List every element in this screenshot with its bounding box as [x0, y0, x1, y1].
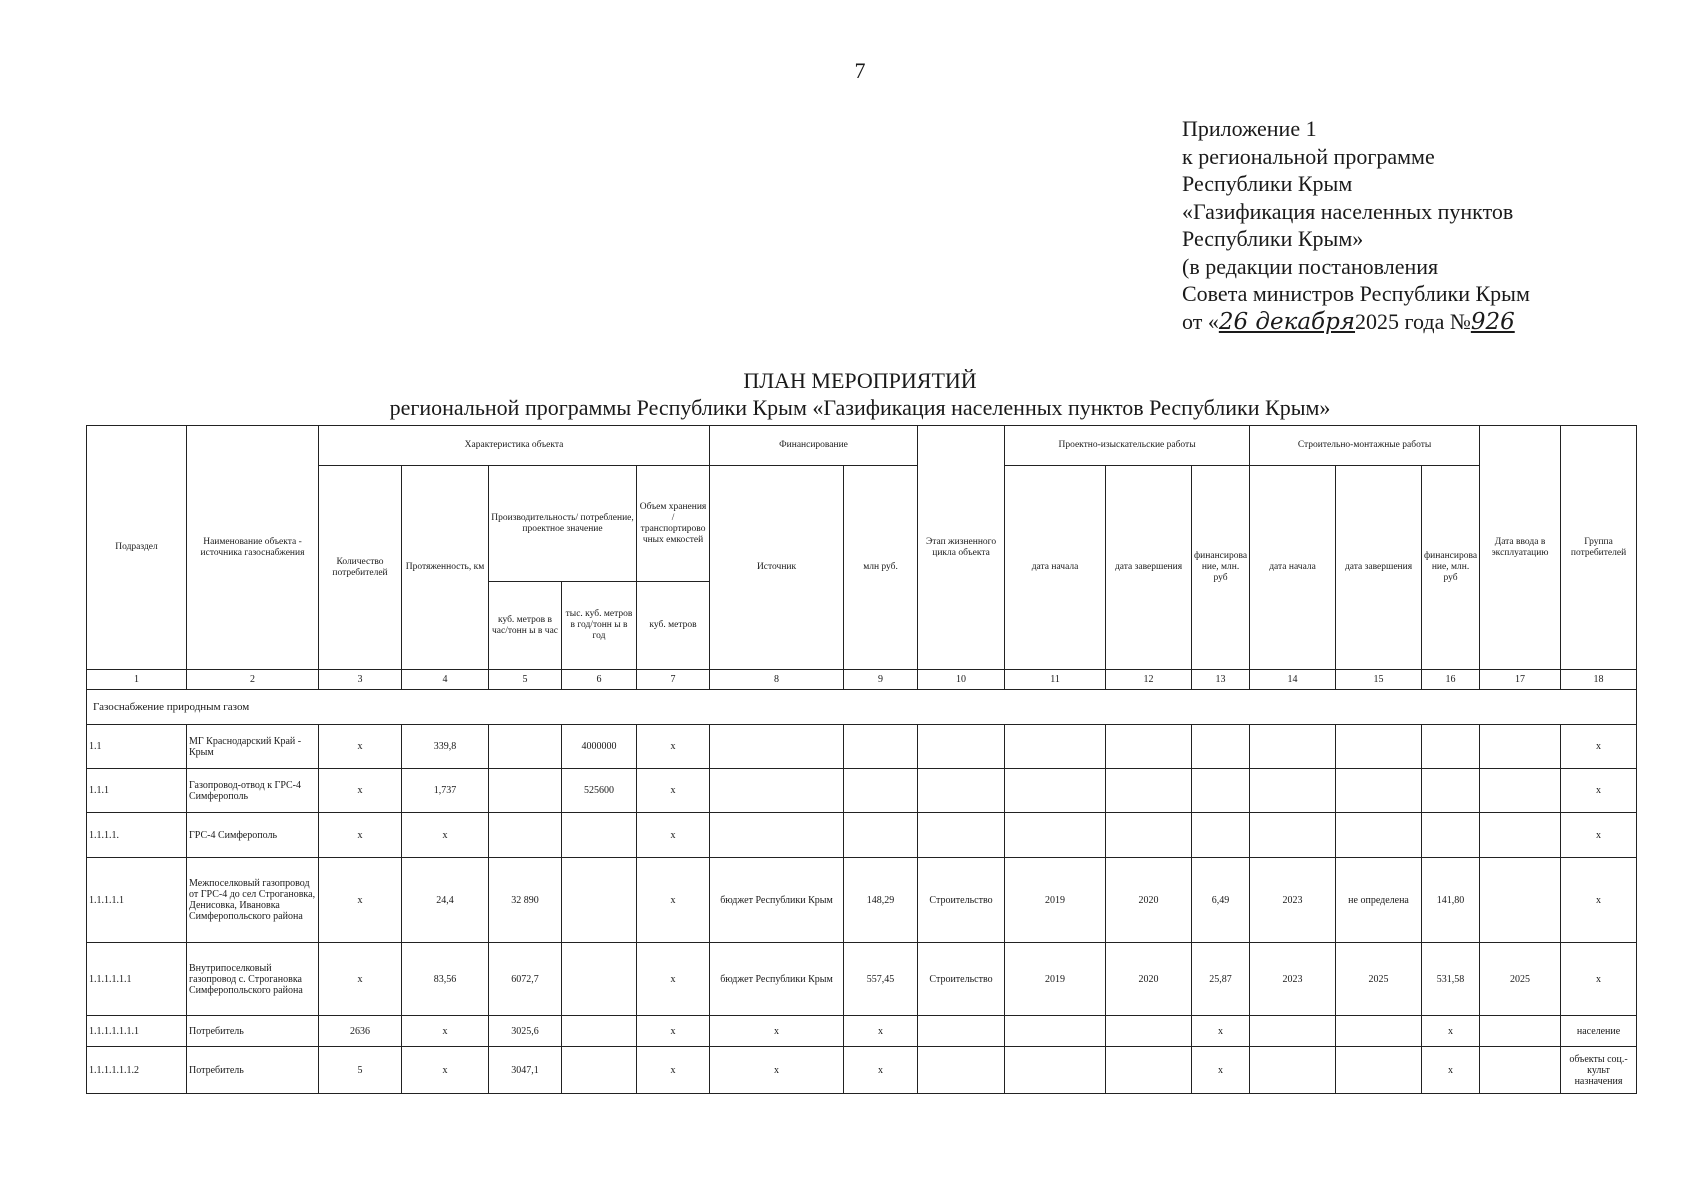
table-row — [87, 943, 1637, 1016]
column-number: 4 — [402, 670, 489, 690]
table-cell — [1106, 813, 1192, 858]
table-cell — [562, 1016, 637, 1047]
table-cell — [710, 813, 844, 858]
table-cell: 557,45 — [844, 943, 918, 1016]
table-cell: 525600 — [562, 769, 637, 813]
table-cell: х — [319, 725, 402, 769]
column-number: 6 — [562, 670, 637, 690]
table-cell: х — [402, 813, 489, 858]
table-cell: 2023 — [1250, 858, 1336, 943]
table-cell — [918, 1016, 1005, 1047]
table-cell: х — [402, 1047, 489, 1094]
table-cell — [1336, 769, 1422, 813]
column-number: 13 — [1192, 670, 1250, 690]
header-construction-date-start: дата начала — [1250, 466, 1336, 670]
table-cell — [844, 813, 918, 858]
header-source: Источник — [710, 466, 844, 670]
appendix-block — [1182, 115, 1530, 336]
plan-title-main: ПЛАН МЕРОПРИЯТИЙ — [743, 368, 977, 393]
header-construction-works: Строительно-монтажные работы — [1250, 426, 1480, 466]
appendix-date-line — [1182, 308, 1530, 337]
table-cell: х — [637, 813, 710, 858]
column-number: 10 — [918, 670, 1005, 690]
table-cell: х — [637, 725, 710, 769]
table-cell — [1250, 769, 1336, 813]
table-cell: 531,58 — [1422, 943, 1480, 1016]
table-cell — [562, 1047, 637, 1094]
header-subdivision: Подраздел — [87, 426, 187, 670]
header-construction-financing: финансирование, млн. руб — [1422, 466, 1480, 670]
table-cell — [1192, 769, 1250, 813]
table-cell — [844, 769, 918, 813]
table-cell: объекты соц.-культ назначения — [1561, 1047, 1637, 1094]
table-cell: 1.1.1.1.1.1.2 — [87, 1047, 187, 1094]
table-cell — [1250, 725, 1336, 769]
appendix-line: к региональной программе — [1182, 143, 1435, 169]
column-number: 7 — [637, 670, 710, 690]
table-cell: х — [1561, 769, 1637, 813]
table-cell — [918, 769, 1005, 813]
column-number: 16 — [1422, 670, 1480, 690]
table-cell: 2636 — [319, 1016, 402, 1047]
appendix-line: Приложение 1 — [1182, 116, 1317, 141]
table-cell: х — [1192, 1047, 1250, 1094]
table-cell: х — [1192, 1016, 1250, 1047]
table-cell — [1422, 725, 1480, 769]
table-row — [87, 769, 1637, 813]
table-cell: 1.1.1.1.1.1.1 — [87, 1016, 187, 1047]
table-cell: х — [1561, 813, 1637, 858]
table-cell: 1.1 — [87, 725, 187, 769]
table-cell: х — [319, 943, 402, 1016]
table-cell — [1005, 725, 1106, 769]
table-cell — [489, 813, 562, 858]
date-prefix: от « — [1182, 308, 1219, 334]
table-cell — [918, 725, 1005, 769]
table-cell: 1.1.1.1.1.1 — [87, 943, 187, 1016]
column-number: 11 — [1005, 670, 1106, 690]
table-cell: 1.1.1.1.1 — [87, 858, 187, 943]
table-cell: 83,56 — [402, 943, 489, 1016]
table-cell: х — [319, 769, 402, 813]
handwritten-number: 926 — [1470, 308, 1515, 335]
table-cell — [489, 725, 562, 769]
appendix-line: (в редакции постановления — [1182, 253, 1439, 279]
table-cell: 6072,7 — [489, 943, 562, 1016]
table-cell: 24,4 — [402, 858, 489, 943]
plan-table — [86, 425, 1637, 1094]
appendix-line: Совета министров Республики Крым — [1182, 281, 1530, 306]
table-cell — [1422, 769, 1480, 813]
table-cell: 2019 — [1005, 943, 1106, 1016]
table-cell — [1192, 813, 1250, 858]
table-cell: 2020 — [1106, 858, 1192, 943]
table-cell: х — [402, 1016, 489, 1047]
page-number: 7 — [854, 58, 866, 83]
table-cell: 2025 — [1480, 943, 1561, 1016]
table-cell: население — [1561, 1016, 1637, 1047]
column-number: 2 — [187, 670, 319, 690]
table-cell: МГ Краснодарский Край - Крым — [187, 725, 319, 769]
table-cell: 1,737 — [402, 769, 489, 813]
table-cell — [562, 858, 637, 943]
table-cell: Потребитель — [187, 1047, 319, 1094]
table-cell — [918, 813, 1005, 858]
column-number: 5 — [489, 670, 562, 690]
table-cell: х — [319, 858, 402, 943]
table-cell — [1250, 813, 1336, 858]
table-cell — [562, 813, 637, 858]
header-object-name: Наименование объекта - источника газоснабжения — [187, 426, 319, 670]
table-cell: х — [710, 1047, 844, 1094]
appendix-line: «Газификация населенных пунктов — [1182, 198, 1514, 224]
table-cell: 1.1.1 — [87, 769, 187, 813]
table-cell — [710, 769, 844, 813]
header-financing: Финансирование — [710, 426, 918, 466]
table-cell — [1106, 1047, 1192, 1094]
table-cell: х — [637, 858, 710, 943]
table-cell: х — [1561, 943, 1637, 1016]
table-cell: Строительство — [918, 858, 1005, 943]
table-cell — [1422, 813, 1480, 858]
table-cell — [1336, 1016, 1422, 1047]
table-cell: х — [1561, 858, 1637, 943]
table-cell — [562, 943, 637, 1016]
table-cell: 6,49 — [1192, 858, 1250, 943]
table-cell: Газопровод-отвод к ГРС-4 Симферополь — [187, 769, 319, 813]
table-cell: 1.1.1.1. — [87, 813, 187, 858]
table-cell: 3047,1 — [489, 1047, 562, 1094]
table-cell: х — [319, 813, 402, 858]
table-cell: х — [1422, 1047, 1480, 1094]
header-storage: Объем хранения / транспортировочных емкостей — [637, 466, 710, 582]
column-number: 14 — [1250, 670, 1336, 690]
table-cell: х — [1422, 1016, 1480, 1047]
header-commissioning: Дата ввода в эксплуатацию — [1480, 426, 1561, 670]
table-cell: не определена — [1336, 858, 1422, 943]
table-cell: 339,8 — [402, 725, 489, 769]
table-cell — [1480, 769, 1561, 813]
table-row — [87, 813, 1637, 858]
table-cell: х — [637, 943, 710, 1016]
header-mln-rub: млн руб. — [844, 466, 918, 670]
column-number: 8 — [710, 670, 844, 690]
handwritten-date: 26 декабря — [1218, 308, 1356, 335]
header-lifecycle: Этап жизненного цикла объекта — [918, 426, 1005, 670]
table-cell — [1480, 813, 1561, 858]
table-cell — [1005, 769, 1106, 813]
section-row — [87, 690, 1637, 725]
column-number: 15 — [1336, 670, 1422, 690]
header-storage-unit: куб. метров — [637, 582, 710, 670]
table-row — [87, 1016, 1637, 1047]
header-design-financing: финансирование, млн. руб — [1192, 466, 1250, 670]
table-cell: 148,29 — [844, 858, 918, 943]
table-cell: 2020 — [1106, 943, 1192, 1016]
table-cell: бюджет Республики Крым — [710, 943, 844, 1016]
header-length: Протяженность, км — [402, 466, 489, 670]
table-cell — [1250, 1047, 1336, 1094]
table-cell — [1336, 813, 1422, 858]
table-cell — [1480, 725, 1561, 769]
column-number: 3 — [319, 670, 402, 690]
table-cell — [918, 1047, 1005, 1094]
table-cell — [1480, 858, 1561, 943]
table-cell — [1336, 1047, 1422, 1094]
table-cell: 5 — [319, 1047, 402, 1094]
table-cell: х — [844, 1047, 918, 1094]
table-cell: х — [710, 1016, 844, 1047]
table-cell — [1005, 813, 1106, 858]
table-cell — [1250, 1016, 1336, 1047]
table-cell: 2025 — [1336, 943, 1422, 1016]
header-design-works: Проектно-изыскательские работы — [1005, 426, 1250, 466]
header-design-date-start: дата начала — [1005, 466, 1106, 670]
table-cell: 3025,6 — [489, 1016, 562, 1047]
plan-title-sub: региональной программы Республики Крым «Газификация населенных пунктов Республики Крым» — [389, 395, 1331, 420]
appendix-line: Республики Крым — [1182, 171, 1353, 196]
table-cell: 32 890 — [489, 858, 562, 943]
table-cell: 2023 — [1250, 943, 1336, 1016]
table-cell: х — [637, 1047, 710, 1094]
table-row — [87, 725, 1637, 769]
column-number: 12 — [1106, 670, 1192, 690]
table-row — [87, 1047, 1637, 1094]
table-cell — [1005, 1047, 1106, 1094]
table-cell — [1192, 725, 1250, 769]
column-number: 1 — [87, 670, 187, 690]
section-title: Газоснабжение природным газом — [87, 690, 1637, 725]
header-capacity-hour: куб. метров в час/тонн ы в час — [489, 582, 562, 670]
plan-title — [0, 367, 1696, 421]
table-cell: х — [637, 769, 710, 813]
table-cell: 2019 — [1005, 858, 1106, 943]
table-cell: Внутрипоселковый газопровод с. Строгановка Симферопольского района — [187, 943, 319, 1016]
header-consumers-count: Количество потребителей — [319, 466, 402, 670]
table-cell — [1480, 1047, 1561, 1094]
table-cell: Межпоселковый газопровод от ГРС-4 до сел Строгановка, Денисовка, Ивановка Симферопольского района — [187, 858, 319, 943]
table-cell — [1336, 725, 1422, 769]
table-cell — [1005, 1016, 1106, 1047]
table-cell: ГРС-4 Симферополь — [187, 813, 319, 858]
table-cell: Потребитель — [187, 1016, 319, 1047]
date-suffix: 2025 года № — [1355, 308, 1471, 334]
table-row — [87, 858, 1637, 943]
column-number: 17 — [1480, 670, 1561, 690]
header-characteristics: Характеристика объекта — [319, 426, 710, 466]
column-numbers-row — [87, 670, 1637, 690]
table-cell — [1106, 769, 1192, 813]
header-consumer-group: Группа потребителей — [1561, 426, 1637, 670]
table-cell: х — [637, 1016, 710, 1047]
table-cell: х — [844, 1016, 918, 1047]
table-cell: 25,87 — [1192, 943, 1250, 1016]
table-cell: Строительство — [918, 943, 1005, 1016]
column-number: 9 — [844, 670, 918, 690]
table-cell — [1106, 725, 1192, 769]
table-cell — [1106, 1016, 1192, 1047]
table-cell — [1480, 1016, 1561, 1047]
header-design-date-end: дата завершения — [1106, 466, 1192, 670]
header-capacity: Производительность/ потребление, проектное значение — [489, 466, 637, 582]
table-cell — [844, 725, 918, 769]
table-cell: бюджет Республики Крым — [710, 858, 844, 943]
appendix-line: Республики Крым» — [1182, 226, 1364, 251]
table-cell — [489, 769, 562, 813]
table-cell: 141,80 — [1422, 858, 1480, 943]
header-construction-date-end: дата завершения — [1336, 466, 1422, 670]
table-cell: х — [1561, 725, 1637, 769]
table-cell — [710, 725, 844, 769]
column-number: 18 — [1561, 670, 1637, 690]
table-cell: 4000000 — [562, 725, 637, 769]
header-capacity-year: тыс. куб. метров в год/тонн ы в год — [562, 582, 637, 670]
